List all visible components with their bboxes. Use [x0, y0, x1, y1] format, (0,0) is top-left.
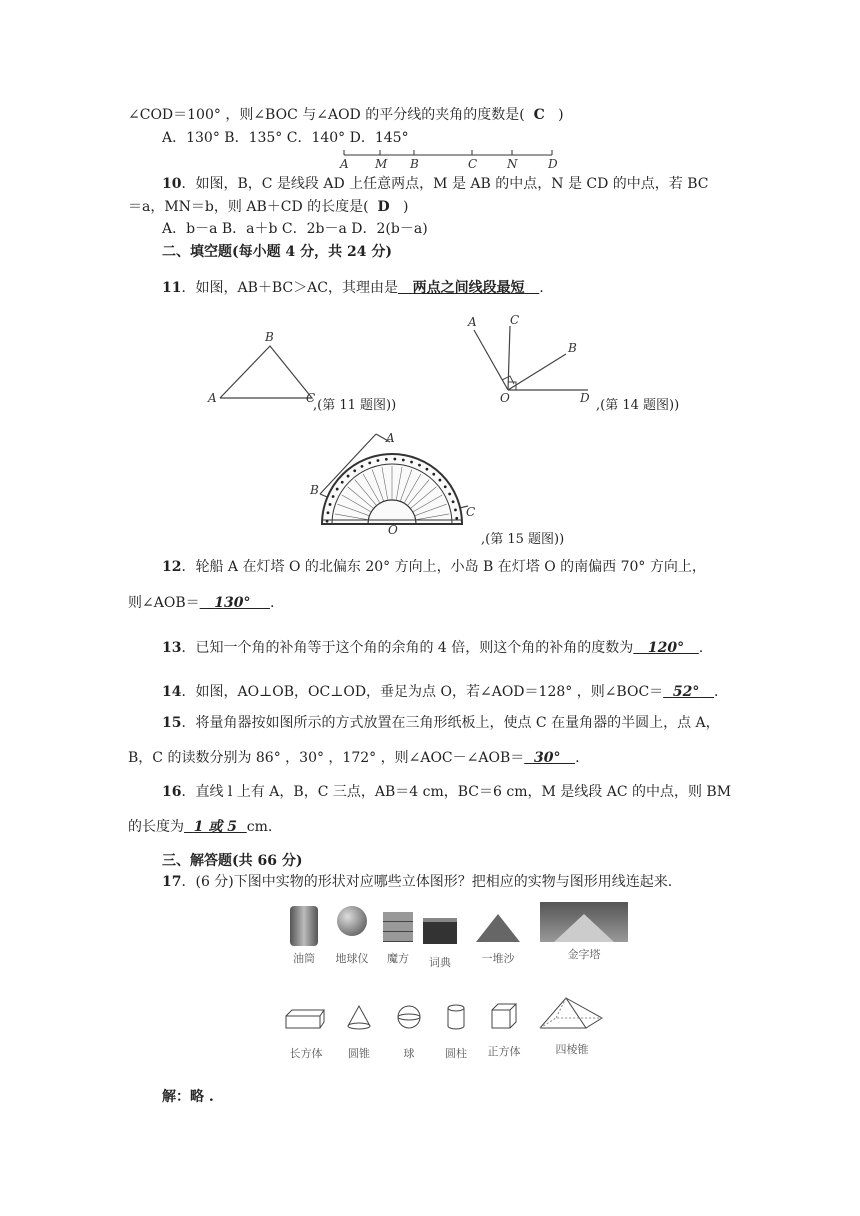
q10-segment-figure — [336, 146, 566, 172]
q14-figure-caption: ,(第 14 题图)) — [596, 398, 680, 413]
q11-vertex-label: C — [306, 391, 316, 405]
q9-options: A．130° B．135° C．140° D．145° — [162, 130, 409, 146]
q12-answer: 130° — [214, 595, 251, 611]
shape-cube: 正方体 — [484, 1002, 524, 1059]
q15-figure-caption: ,(第 15 题图)) — [481, 532, 565, 547]
object-sand-pile: 一堆沙 — [476, 906, 520, 966]
q14-point-label: B — [568, 341, 577, 355]
q15-point-label: O — [388, 523, 398, 534]
q11-figure-caption: ,(第 11 题图)) — [313, 398, 397, 413]
q14-point-label: D — [580, 391, 590, 405]
shape-cuboid: 长方体 — [284, 1008, 328, 1061]
q15-point-label: C — [466, 505, 476, 519]
q9-answer: C — [533, 107, 545, 123]
q17-solution: 解：略 . — [162, 1089, 214, 1105]
object-globe: 地球仪 — [330, 906, 374, 966]
shape-sphere: 球 — [395, 1004, 423, 1061]
q16-line2: 的长度为 1 或 5 cm. — [128, 819, 273, 835]
q14-line: 14．如图，AO⊥OB，OC⊥OD，垂足为点 O，若∠AOD＝128° ，则∠BOC＝ 52° . — [162, 684, 719, 700]
object-oil-drum: 油筒 — [284, 906, 324, 966]
q15-line1: 15．将量角器按如图所示的方式放置在三角形纸板上，使点 C 在量角器的半圆上，点 A， — [162, 715, 720, 731]
q13-answer: 120° — [647, 640, 685, 656]
q14-point-label: C — [510, 313, 520, 327]
q10-point-label: N — [507, 157, 518, 171]
q17-line: 17．(6 分)下图中实物的形状对应哪些立体图形？把相应的实物与图形用线连起来. — [162, 874, 673, 890]
q12-line2: 则∠AOB＝ 130° . — [128, 595, 275, 611]
section-3-heading: 三、解答题(共 66 分) — [162, 853, 303, 869]
q15-line2: B，C 的读数分别为 86° ，30° ，172° ，则∠AOC－∠AOB＝ 30° . — [128, 750, 580, 766]
q16-answer: 1 或 5 — [193, 819, 237, 835]
q11-triangle-figure — [204, 328, 324, 408]
q11-vertex-label: A — [208, 391, 217, 405]
q13-line: 13．已知一个角的补角等于这个角的余角的 4 倍，则这个角的补角的度数为 120° . — [162, 640, 704, 656]
q10-point-label: M — [375, 157, 388, 171]
q15-point-label: A — [386, 431, 395, 445]
q11-vertex-label: B — [265, 330, 274, 344]
q15-answer: 30° — [534, 750, 561, 766]
q10-line1: 10．如图，B，C 是线段 AD 上任意两点，M 是 AB 的中点，N 是 CD 的中点，若 BC — [162, 176, 709, 192]
q10-point-label: B — [410, 157, 419, 171]
shape-cone: 圆锥 — [344, 1004, 374, 1061]
q14-answer: 52° — [672, 684, 700, 700]
q12-line1: 12．轮船 A 在灯塔 O 的北偏东 20° 方向上，小岛 B 在灯塔 O 的南偏西 70° 方向上， — [162, 559, 706, 575]
shape-cylinder: 圆柱 — [442, 1004, 470, 1061]
q14-angles-figure — [462, 312, 602, 406]
q14-point-label: O — [500, 391, 510, 405]
q16-line1: 16．直线 l 上有 A，B，C 三点，AB＝4 cm，BC＝6 cm，M 是线段 AC 的中点，则 BM — [162, 784, 732, 800]
q10-point-label: D — [548, 157, 558, 171]
object-rubiks-cube: 魔方 — [378, 906, 418, 966]
section-2-heading: 二、填空题(每小题 4 分，共 24 分) — [162, 244, 392, 260]
q11-line: 11．如图，AB＋BC＞AC，其理由是 两点之间线段最短 . — [162, 280, 544, 296]
q9-line: ∠COD＝100° ，则∠BOC 与∠AOD 的平分线的夹角的度数是( C ) — [128, 107, 564, 123]
q10-point-label: A — [340, 157, 349, 171]
q15-point-label: B — [310, 483, 319, 497]
q10-line2: ＝a，MN＝b，则 AB＋CD 的长度是( D ) — [128, 199, 409, 215]
object-dictionary: 词典 — [420, 906, 460, 970]
q10-point-label: C — [468, 157, 478, 171]
object-pyramid: 金字塔 — [540, 902, 628, 962]
q10-options: A．b－a B．a＋b C．2b－a D．2(b－a) — [162, 221, 428, 237]
shape-square-pyramid: 四棱锥 — [538, 996, 606, 1057]
q15-protractor-figure — [308, 428, 484, 534]
q14-point-label: A — [468, 315, 477, 329]
q11-answer: 两点之间线段最短 — [412, 280, 525, 296]
q10-answer: D — [377, 199, 390, 215]
